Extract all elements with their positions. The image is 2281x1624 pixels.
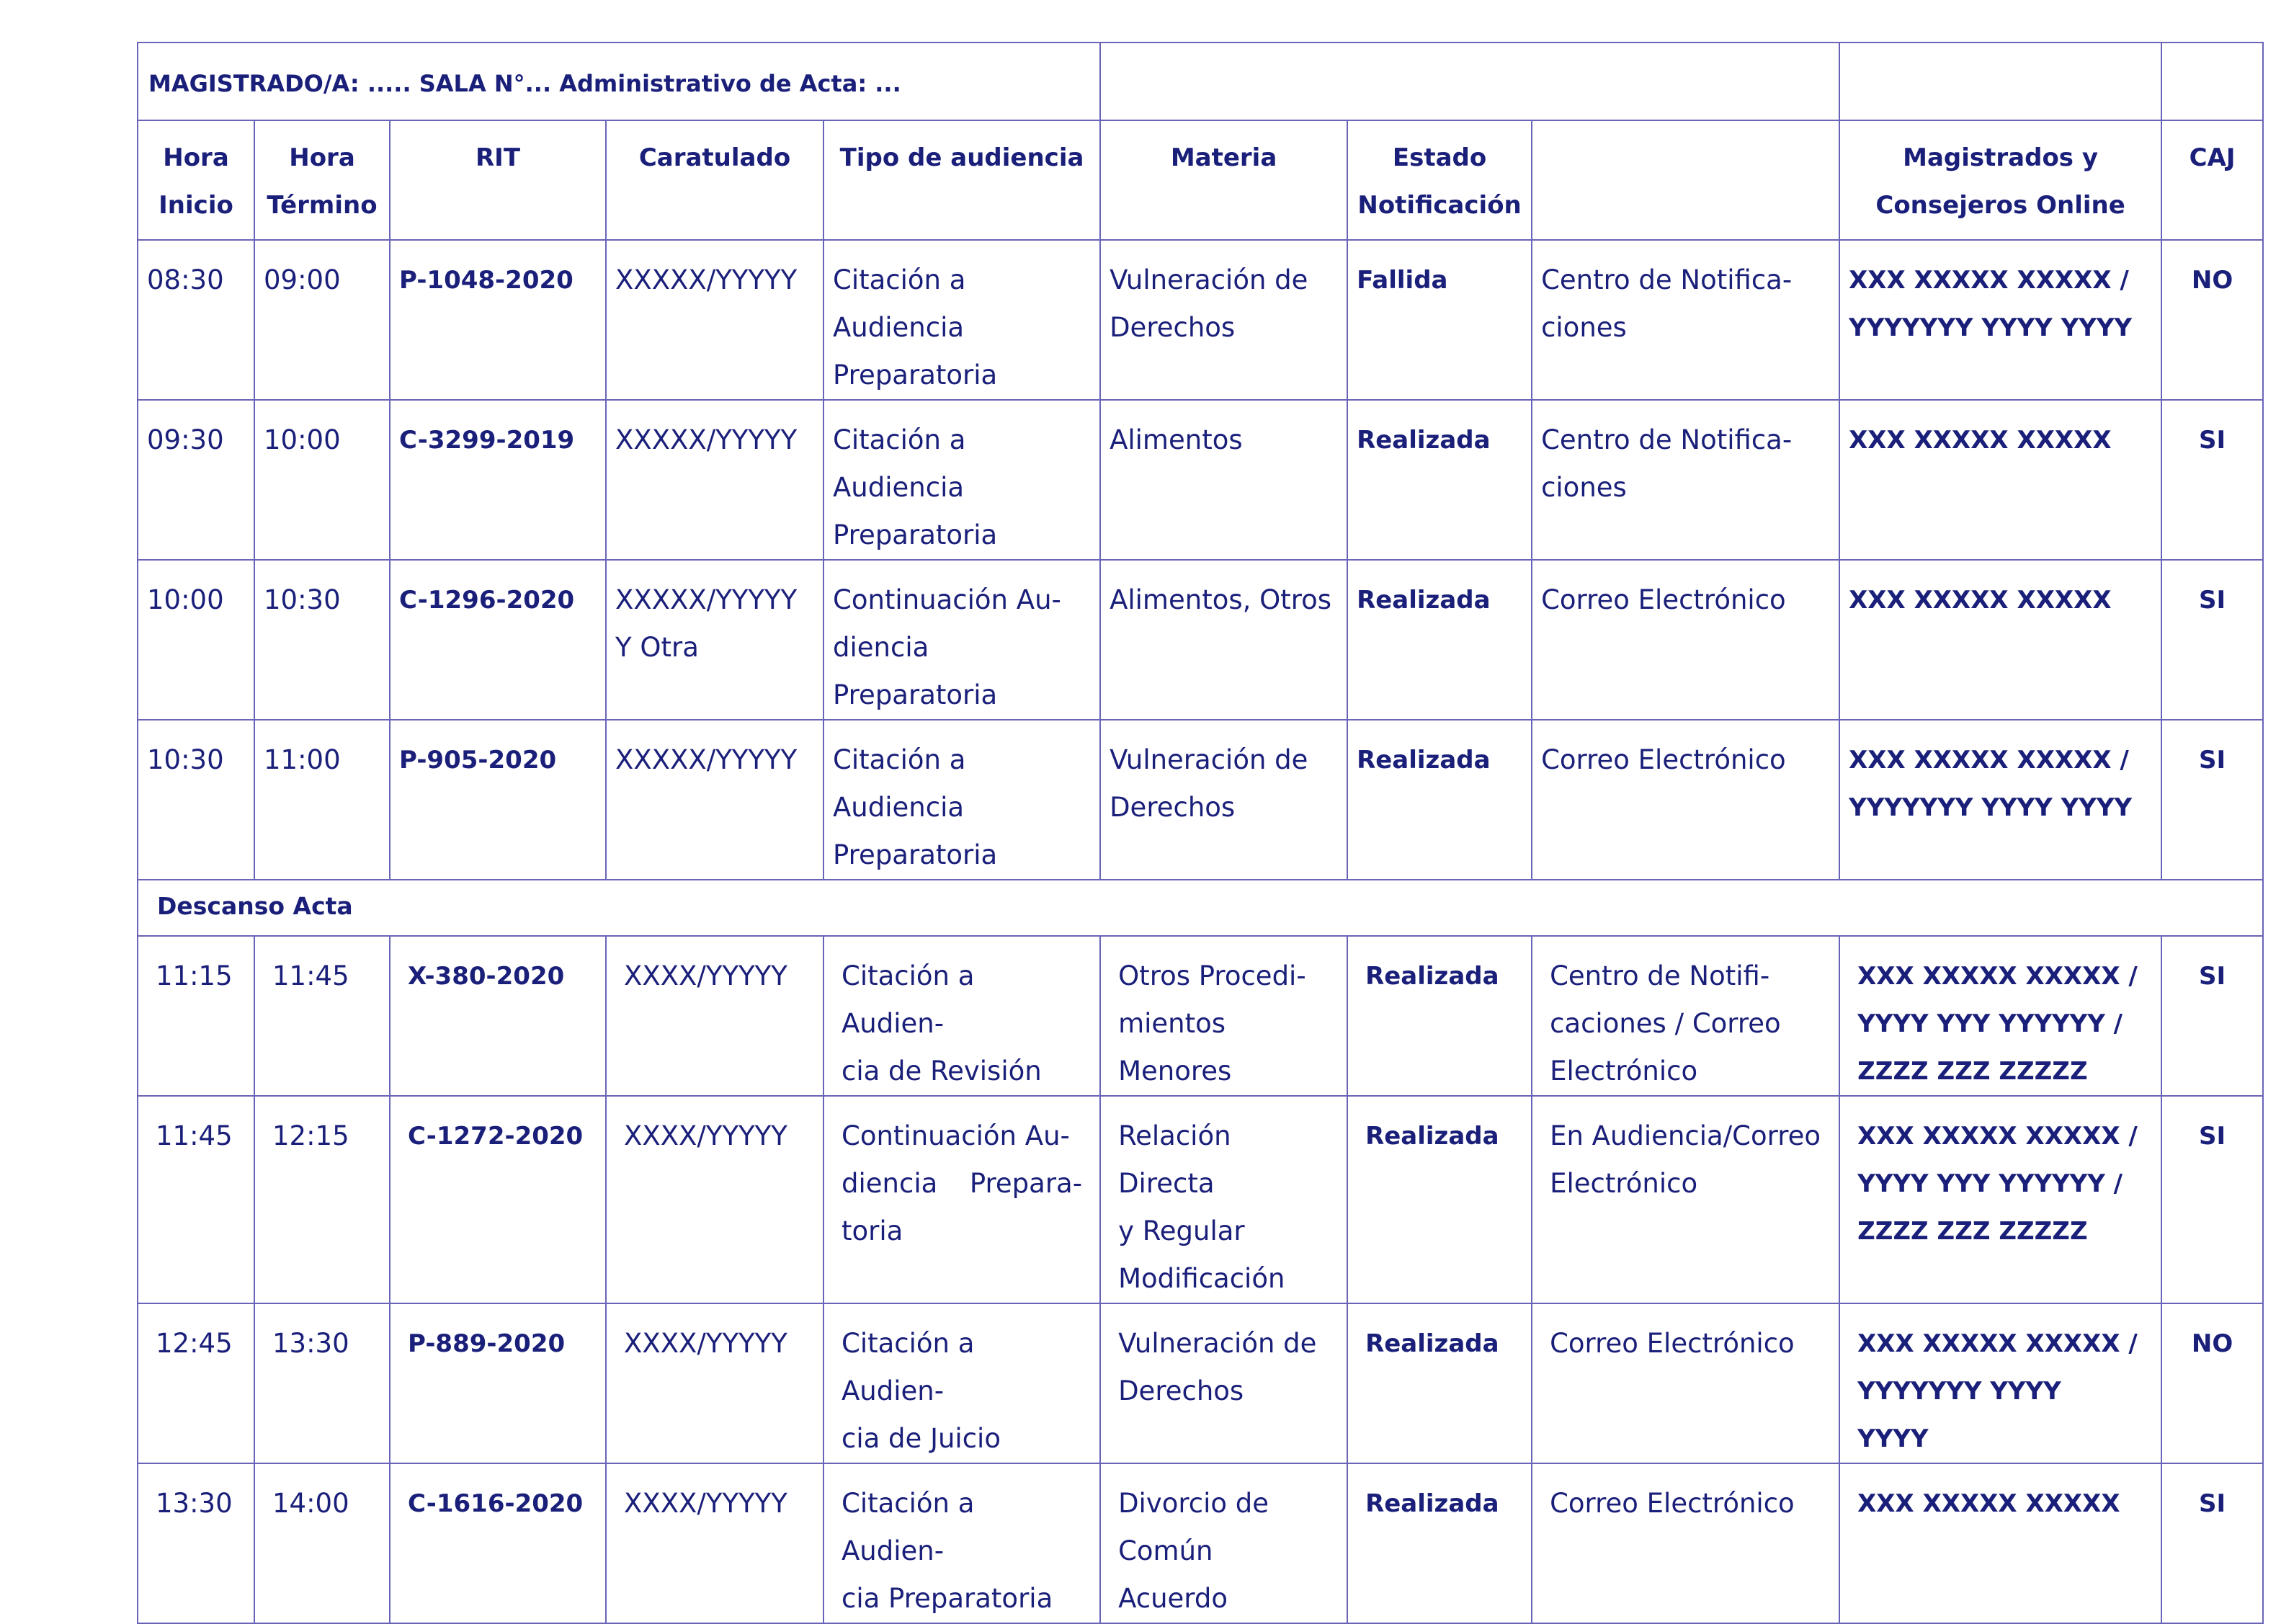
cell-caratulado-line: Y Otra [615,632,699,663]
cell-tipo-audiencia [823,1463,1100,1623]
cell-magistrados [1839,936,2161,1096]
cell-caj: SI [2161,560,2263,720]
cell-medio-notificacion-line: Correo Electrónico [1541,584,1786,615]
cell-caratulado [606,1303,823,1463]
cell-tipo-audiencia-line: Preparatoria [833,519,998,550]
cell-hora-termino: 14:00 [254,1463,390,1623]
cell-hora-termino: 13:30 [254,1303,390,1463]
cell-medio-notificacion-line: En Audiencia/Correo [1550,1120,1821,1151]
cell-caratulado-line: XXXX/YYYYY [624,1488,787,1519]
cell-tipo-audiencia [823,1303,1100,1463]
column-header-medio [1532,120,1839,240]
break-section [138,880,2263,936]
cell-medio-notificacion-line: Centro de Notifica- [1541,264,1793,295]
cell-tipo-audiencia-line: Preparatoria [833,839,998,870]
cell-materia-line: Alimentos, Otros [1110,584,1332,615]
cell-materia [1100,1463,1347,1623]
table-row [138,1463,2263,1623]
column-header-caratulado: Caratulado [606,120,823,240]
cell-caratulado-line: XXXX/YYYYY [624,960,787,991]
cell-medio-notificacion-line: Correo Electrónico [1550,1488,1795,1519]
cell-medio-notificacion [1532,936,1839,1096]
cell-caratulado-line: XXXX/YYYYY [624,1120,787,1151]
cell-materia [1100,936,1347,1096]
cell-tipo-audiencia [823,720,1100,880]
cell-estado: Realizada [1347,1096,1532,1303]
cell-hora-inicio: 11:45 [138,1096,254,1303]
cell-magistrados-line: YYYYYYY YYYY YYYY [1849,313,2133,342]
cell-hora-termino: 10:30 [254,560,390,720]
cell-caj: NO [2161,240,2263,400]
cell-estado: Realizada [1347,1303,1532,1463]
column-header-rit: RIT [390,120,606,240]
cell-caratulado [606,400,823,560]
cell-caratulado [606,560,823,720]
cell-materia-line: Vulneración de [1110,744,1308,775]
column-header-estado-notificacion: Estado Notificación [1347,120,1532,240]
cell-caj: SI [2161,720,2263,880]
cell-materia [1100,1303,1347,1463]
cell-materia-line: Menores [1118,1056,1232,1087]
cell-caj: SI [2161,400,2263,560]
cell-magistrados-line: YYYY YYY YYYYYY / [1857,1169,2123,1198]
cell-tipo-audiencia-line: Continuación Au- [833,584,1061,615]
cell-hora-inicio: 12:45 [138,1303,254,1463]
cell-medio-notificacion [1532,1096,1839,1303]
cell-medio-notificacion-line: Electrónico [1550,1056,1698,1087]
page-title: MAGISTRADO/A: ..... SALA N°... Administrativo de Acta: ... [138,43,1100,120]
cell-estado: Realizada [1347,400,1532,560]
cell-tipo-audiencia-line: Citación a Audiencia [833,264,966,343]
cell-medio-notificacion-line: caciones / Correo [1550,1008,1781,1039]
schedule-rows-afternoon [138,936,2263,1623]
cell-tipo-audiencia-line: diencia Prepara- [842,1168,1083,1199]
cell-hora-inicio: 13:30 [138,1463,254,1623]
cell-medio-notificacion-line: Centro de Notifica- [1541,424,1793,455]
cell-medio-notificacion-line: Correo Electrónico [1541,744,1786,775]
cell-rit: X-380-2020 [390,936,606,1096]
cell-tipo-audiencia [823,936,1100,1096]
column-header-magistrados: Magistrados y Consejeros Online [1839,120,2161,240]
cell-magistrados [1839,1303,2161,1463]
cell-materia-line: Divorcio de [1118,1488,1269,1519]
cell-magistrados [1839,560,2161,720]
cell-caj: NO [2161,1303,2263,1463]
cell-hora-inicio: 11:15 [138,936,254,1096]
cell-rit: P-1048-2020 [390,240,606,400]
cell-materia [1100,1096,1347,1303]
cell-tipo-audiencia-line: Preparatoria [833,360,998,391]
cell-tipo-audiencia-line: cia de Juicio [842,1423,1001,1454]
table-row [138,1303,2263,1463]
cell-caratulado [606,1096,823,1303]
cell-magistrados-line: YYYY YYY YYYYYY / [1857,1009,2123,1038]
cell-medio-notificacion [1532,1303,1839,1463]
cell-materia-line: Relación Directa [1118,1120,1231,1199]
cell-hora-inicio: 08:30 [138,240,254,400]
hearing-schedule-table [137,42,2264,1624]
cell-magistrados-line: XXX XXXXX XXXXX / [1849,746,2129,775]
cell-medio-notificacion-line: ciones [1541,312,1627,343]
break-row [138,880,2263,936]
cell-caratulado-line: XXXX/YYYYY [624,1328,787,1359]
cell-hora-inicio: 09:30 [138,400,254,560]
cell-materia-line: Vulneración de [1118,1328,1317,1359]
cell-hora-termino: 11:00 [254,720,390,880]
cell-magistrados-line: XXX XXXXX XXXXX / [1857,962,2138,991]
cell-medio-notificacion-line: Electrónico [1550,1168,1698,1199]
cell-medio-notificacion-line: Correo Electrónico [1550,1328,1795,1359]
cell-tipo-audiencia-line: Citación a Audien- [842,1328,975,1406]
table-row [138,720,2263,880]
cell-hora-termino: 11:45 [254,936,390,1096]
cell-materia-line: y Regular [1118,1215,1245,1246]
cell-tipo-audiencia-line: diencia Preparatoria [833,632,998,710]
cell-caj: SI [2161,1096,2263,1303]
column-header-hora-inicio: Hora Inicio [138,120,254,240]
cell-rit: C-1616-2020 [390,1463,606,1623]
cell-magistrados-line: XXX XXXXX XXXXX / [1857,1122,2138,1151]
column-header-caj: CAJ [2161,120,2263,240]
cell-tipo-audiencia [823,560,1100,720]
table-row [138,936,2263,1096]
cell-estado: Realizada [1347,560,1532,720]
cell-materia-line: Modificación [1118,1263,1285,1294]
cell-rit: P-905-2020 [390,720,606,880]
title-empty-cell [1839,43,2161,120]
cell-materia-line: Otros Procedi- [1118,960,1306,991]
cell-magistrados [1839,1096,2161,1303]
title-empty-cell [2161,43,2263,120]
cell-materia-line: Común Acuerdo [1118,1535,1228,1614]
cell-materia-line: Alimentos [1110,424,1243,455]
cell-hora-termino: 09:00 [254,240,390,400]
cell-tipo-audiencia-line: Citación a Audiencia [833,424,966,503]
cell-medio-notificacion [1532,720,1839,880]
cell-magistrados-line: ZZZZ ZZZ ZZZZZ [1857,1217,2088,1246]
cell-tipo-audiencia-line: toria [842,1215,903,1246]
table-row [138,1096,2263,1303]
table-row [138,240,2263,400]
cell-hora-termino: 12:15 [254,1096,390,1303]
cell-materia [1100,400,1347,560]
cell-caratulado [606,936,823,1096]
break-label: Descanso Acta [138,880,2263,936]
cell-medio-notificacion [1532,560,1839,720]
cell-hora-inicio: 10:30 [138,720,254,880]
cell-magistrados [1839,720,2161,880]
cell-magistrados [1839,400,2161,560]
cell-estado: Realizada [1347,720,1532,880]
cell-hora-termino: 10:00 [254,400,390,560]
column-header-hora-termino: Hora Término [254,120,390,240]
cell-magistrados [1839,240,2161,400]
cell-tipo-audiencia [823,240,1100,400]
cell-tipo-audiencia [823,400,1100,560]
column-header-materia: Materia [1100,120,1347,240]
cell-magistrados-line: XXX XXXXX XXXXX [1849,586,2112,615]
cell-materia [1100,720,1347,880]
cell-magistrados-line: YYYYYYY YYYY [1857,1377,2061,1406]
cell-caratulado-line: XXXXX/YYYYY [615,584,798,615]
cell-tipo-audiencia-line: cia Preparatoria [842,1583,1053,1614]
cell-medio-notificacion-line: ciones [1541,472,1627,503]
cell-tipo-audiencia-line: cia de Revisión [842,1056,1042,1087]
cell-tipo-audiencia-line: Citación a Audien- [842,1488,975,1566]
table-row [138,400,2263,560]
cell-caratulado-line: XXXXX/YYYYY [615,424,798,455]
cell-rit: C-3299-2019 [390,400,606,560]
title-row [138,43,2263,120]
schedule-rows-morning [138,240,2263,880]
cell-materia-line: Derechos [1110,312,1236,343]
cell-magistrados-line: YYYY [1857,1424,1929,1453]
column-header-row [138,120,2263,240]
cell-materia [1100,240,1347,400]
cell-caratulado-line: XXXXX/YYYYY [615,744,798,775]
cell-rit: P-889-2020 [390,1303,606,1463]
cell-tipo-audiencia-line: Continuación Au- [842,1120,1070,1151]
cell-magistrados-line: XXX XXXXX XXXXX / [1849,266,2129,295]
cell-medio-notificacion [1532,1463,1839,1623]
title-empty-cell [1100,43,1839,120]
cell-medio-notificacion-line: Centro de Notifi- [1550,960,1770,991]
cell-hora-inicio: 10:00 [138,560,254,720]
cell-rit: C-1296-2020 [390,560,606,720]
cell-magistrados-line: ZZZZ ZZZ ZZZZZ [1857,1057,2088,1086]
cell-caratulado-line: XXXXX/YYYYY [615,264,798,295]
cell-materia [1100,560,1347,720]
cell-rit: C-1272-2020 [390,1096,606,1303]
cell-tipo-audiencia [823,1096,1100,1303]
cell-caratulado [606,1463,823,1623]
cell-materia-line: Derechos [1118,1375,1244,1406]
cell-materia-line: mientos [1118,1008,1226,1039]
cell-caratulado [606,720,823,880]
cell-tipo-audiencia-line: Citación a Audien- [842,960,975,1039]
table-row [138,560,2263,720]
cell-materia-line: Vulneración de [1110,264,1308,295]
cell-tipo-audiencia-line: Citación a Audiencia [833,744,966,823]
cell-estado: Realizada [1347,936,1532,1096]
cell-magistrados [1839,1463,2161,1623]
cell-materia-line: Derechos [1110,792,1236,823]
cell-estado: Fallida [1347,240,1532,400]
cell-magistrados-line: YYYYYYY YYYY YYYY [1849,793,2133,822]
cell-estado: Realizada [1347,1463,1532,1623]
cell-caratulado [606,240,823,400]
cell-caj: SI [2161,936,2263,1096]
cell-magistrados-line: XXX XXXXX XXXXX / [1857,1329,2138,1358]
cell-medio-notificacion [1532,240,1839,400]
cell-caj: SI [2161,1463,2263,1623]
column-header-tipo-audiencia: Tipo de audiencia [823,120,1100,240]
cell-magistrados-line: XXX XXXXX XXXXX [1849,426,2112,455]
cell-medio-notificacion [1532,400,1839,560]
cell-magistrados-line: XXX XXXXX XXXXX [1857,1489,2120,1518]
